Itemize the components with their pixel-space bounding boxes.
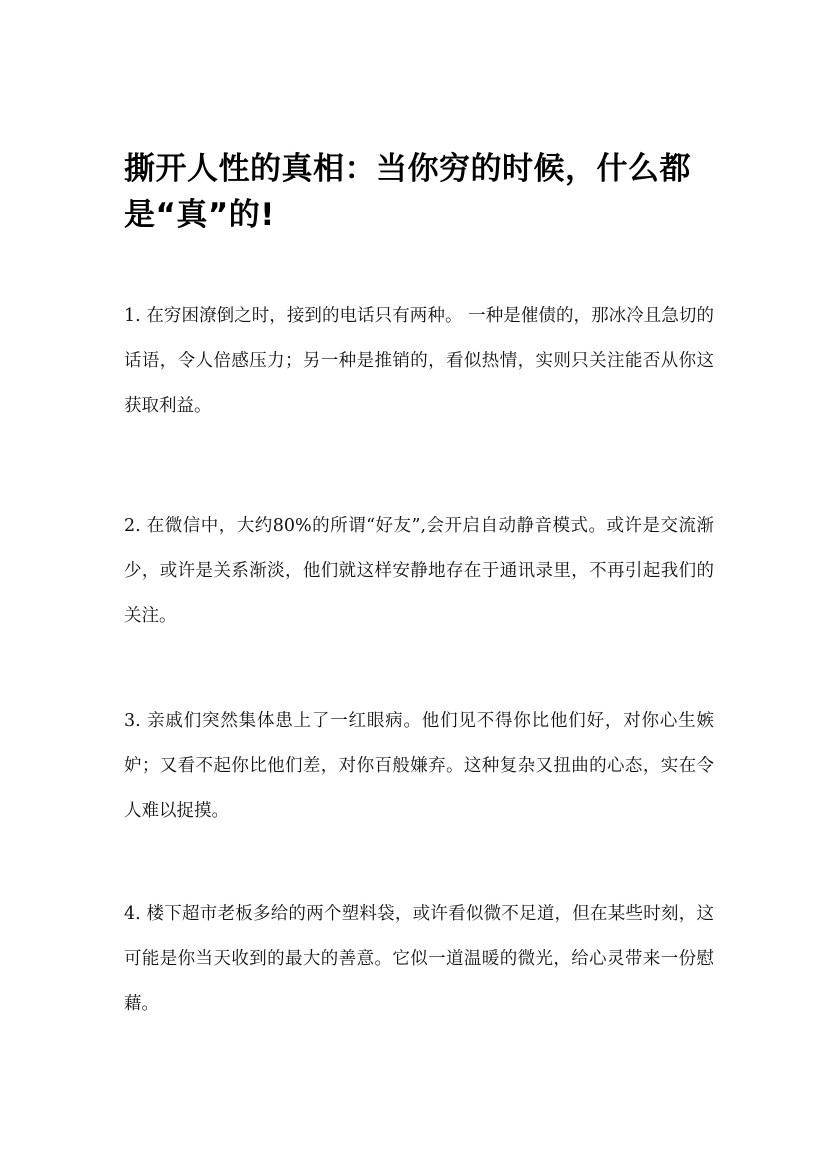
paragraph-3: 3. 亲戚们突然集体患上了一红眼病。他们见不得你比他们好，对你心生嫉妒；又看不起你比他们差，对你百般嫌弃。这种复杂又扭曲的心态，实在令人难以捉摸。 [124,711,714,821]
document-title: 撕开人性的真相：当你穷的时候，什么都是“真”的! [124,151,691,233]
paragraph-2: 2. 在微信中，大约80%的所谓“好友”,会开启自动静音模式。或许是交流渐少，或许是关系渐淡，他们就这样安静地存在于通讯录里，不再引起我们的关注。 [124,516,714,626]
paragraph-1: 1. 在穷困潦倒之时，接到的电话只有两种。 一种是催债的，那冰冷且急切的话语，令人倍感压力；另一种是推销的，看似热情，实则只关注能否从你这获取利益。 [124,306,714,416]
paragraph-4: 4. 楼下超市老板多给的两个塑料袋，或许看似微不足道，但在某些时刻，这可能是你当天收到的最大的善意。它似一道温暖的微光，给心灵带来一份慰藉。 [124,904,714,1014]
